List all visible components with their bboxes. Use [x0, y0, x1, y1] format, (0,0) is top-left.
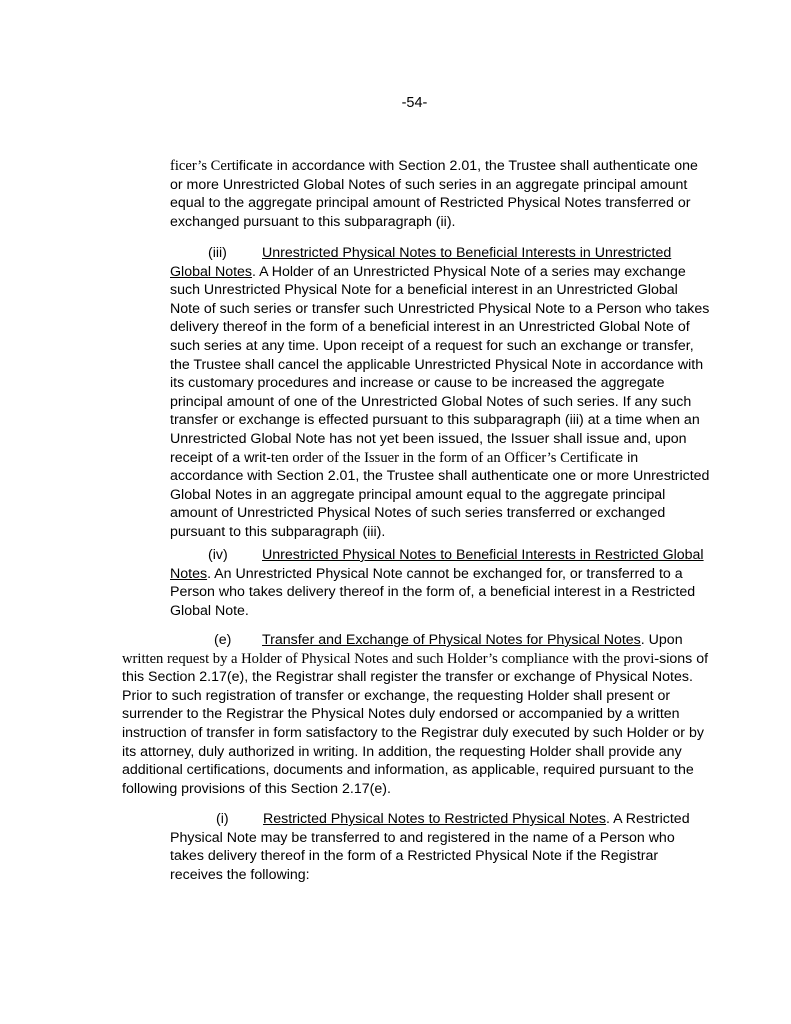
- paragraph-text: . An Unrestricted Physical Note cannot be exchanged for, or transferred to a Person who takes delivery thereof in the form of, a beneficial interest in a Restricted Global Note.: [170, 565, 696, 619]
- paragraph-text: . Upon: [640, 632, 683, 648]
- paragraph-heading: Restricted Physical Notes to Restricted Physical Notes: [263, 811, 606, 827]
- paragraph-e: [122, 631, 720, 798]
- paragraph-number: (i): [216, 811, 229, 827]
- paragraph-text: . A Restricted Physical Note may be transferred to and registered in the name of a Person who takes delivery thereof in the form of a Restricted Physical Note if the Registrar receives the following:: [170, 811, 690, 883]
- paragraph-number: (iv): [208, 547, 228, 563]
- text-serif-fragment: ficer’s Cert: [170, 158, 236, 174]
- paragraph-heading: Unrestricted Physical Notes to Beneficial Interests in Restricted Global Notes: [170, 547, 704, 582]
- paragraph-text: ificate in accordance with Section 2.01, the Trustee shall authenticate one or more Unrestricted Global Notes of such series in an aggregate principal amount equal to the aggregate principal amount of Restricted Physical Notes transferred or exchanged pursuant to this subparagraph (ii).: [170, 158, 698, 230]
- paragraph-number: (iii): [208, 245, 227, 261]
- paragraph-iv: [170, 546, 710, 620]
- paragraph-i: [170, 810, 710, 884]
- paragraph-ii-continuation: [170, 157, 710, 231]
- paragraph-number: (e): [214, 632, 232, 648]
- paragraph-text: . A Holder of an Unrestricted Physical Note of a series may exchange such Unrestricted Physical Note for a beneficial interest in an Unrestricted Global Note of such series or transfer such Unrestricted Physical Note to a Person who takes delivery thereof in the form of a beneficial interest in an Unrestricted Global Note of such series at any time. Upon receipt of a request for such an exchange or transfer, the Trustee shall cancel the applicable Unrestricted Physical Note in accordance with its customary procedures and increase or cause to be increased the aggregate principal amount of one of the Unrestricted Global Notes of such series. If any such transfer or exchange is effected pursuant to this subparagraph (iii) at a time when an Unrestricted Global Note has not yet been issued, the Issuer shall issue and, upon receipt of a writ-: [170, 263, 710, 466]
- paragraph-heading: Transfer and Exchange of Physical Notes for Physical Notes: [262, 632, 641, 648]
- paragraph-text: sions of this Section 2.17(e), the Registrar shall register the transfer or exchange of Physical Notes. Prior to such registration of transfer or exchange, the requesting Holder shall present or surrender to the Registrar the Physical Notes duly endorsed or accompanied by a written instruction of transfer in form satisfactory to the Registrar duly executed by such Holder or by its attorney, duly authorized in writing. In addition, the requesting Holder shall provide any additional certifications, documents and information, as applicable, required pursuant to the following provisions of this Section 2.17(e).: [122, 650, 709, 797]
- text-serif-fragment: ten order of the Issuer in the form of an Officer’s Certificat: [270, 449, 616, 466]
- page-number: -54-: [401, 95, 428, 111]
- paragraph-text: e in accordance with Section 2.01, the Trustee shall authenticate one or more Unrestricted Global Notes in an aggregate principal amount equal to the aggregate principal amount of Unrestricted Physical Notes of such series transferred or exchanged pursuant to this subparagraph (iii).: [170, 449, 710, 540]
- text-serif-fragment: written request by a Holder of Physical Notes and such Holder’s compliance with the provi-: [122, 650, 660, 667]
- paragraph-iii: [170, 244, 710, 542]
- paragraph-heading: Unrestricted Physical Notes to Beneficial Interests in Unrestricted Global Notes: [170, 245, 672, 280]
